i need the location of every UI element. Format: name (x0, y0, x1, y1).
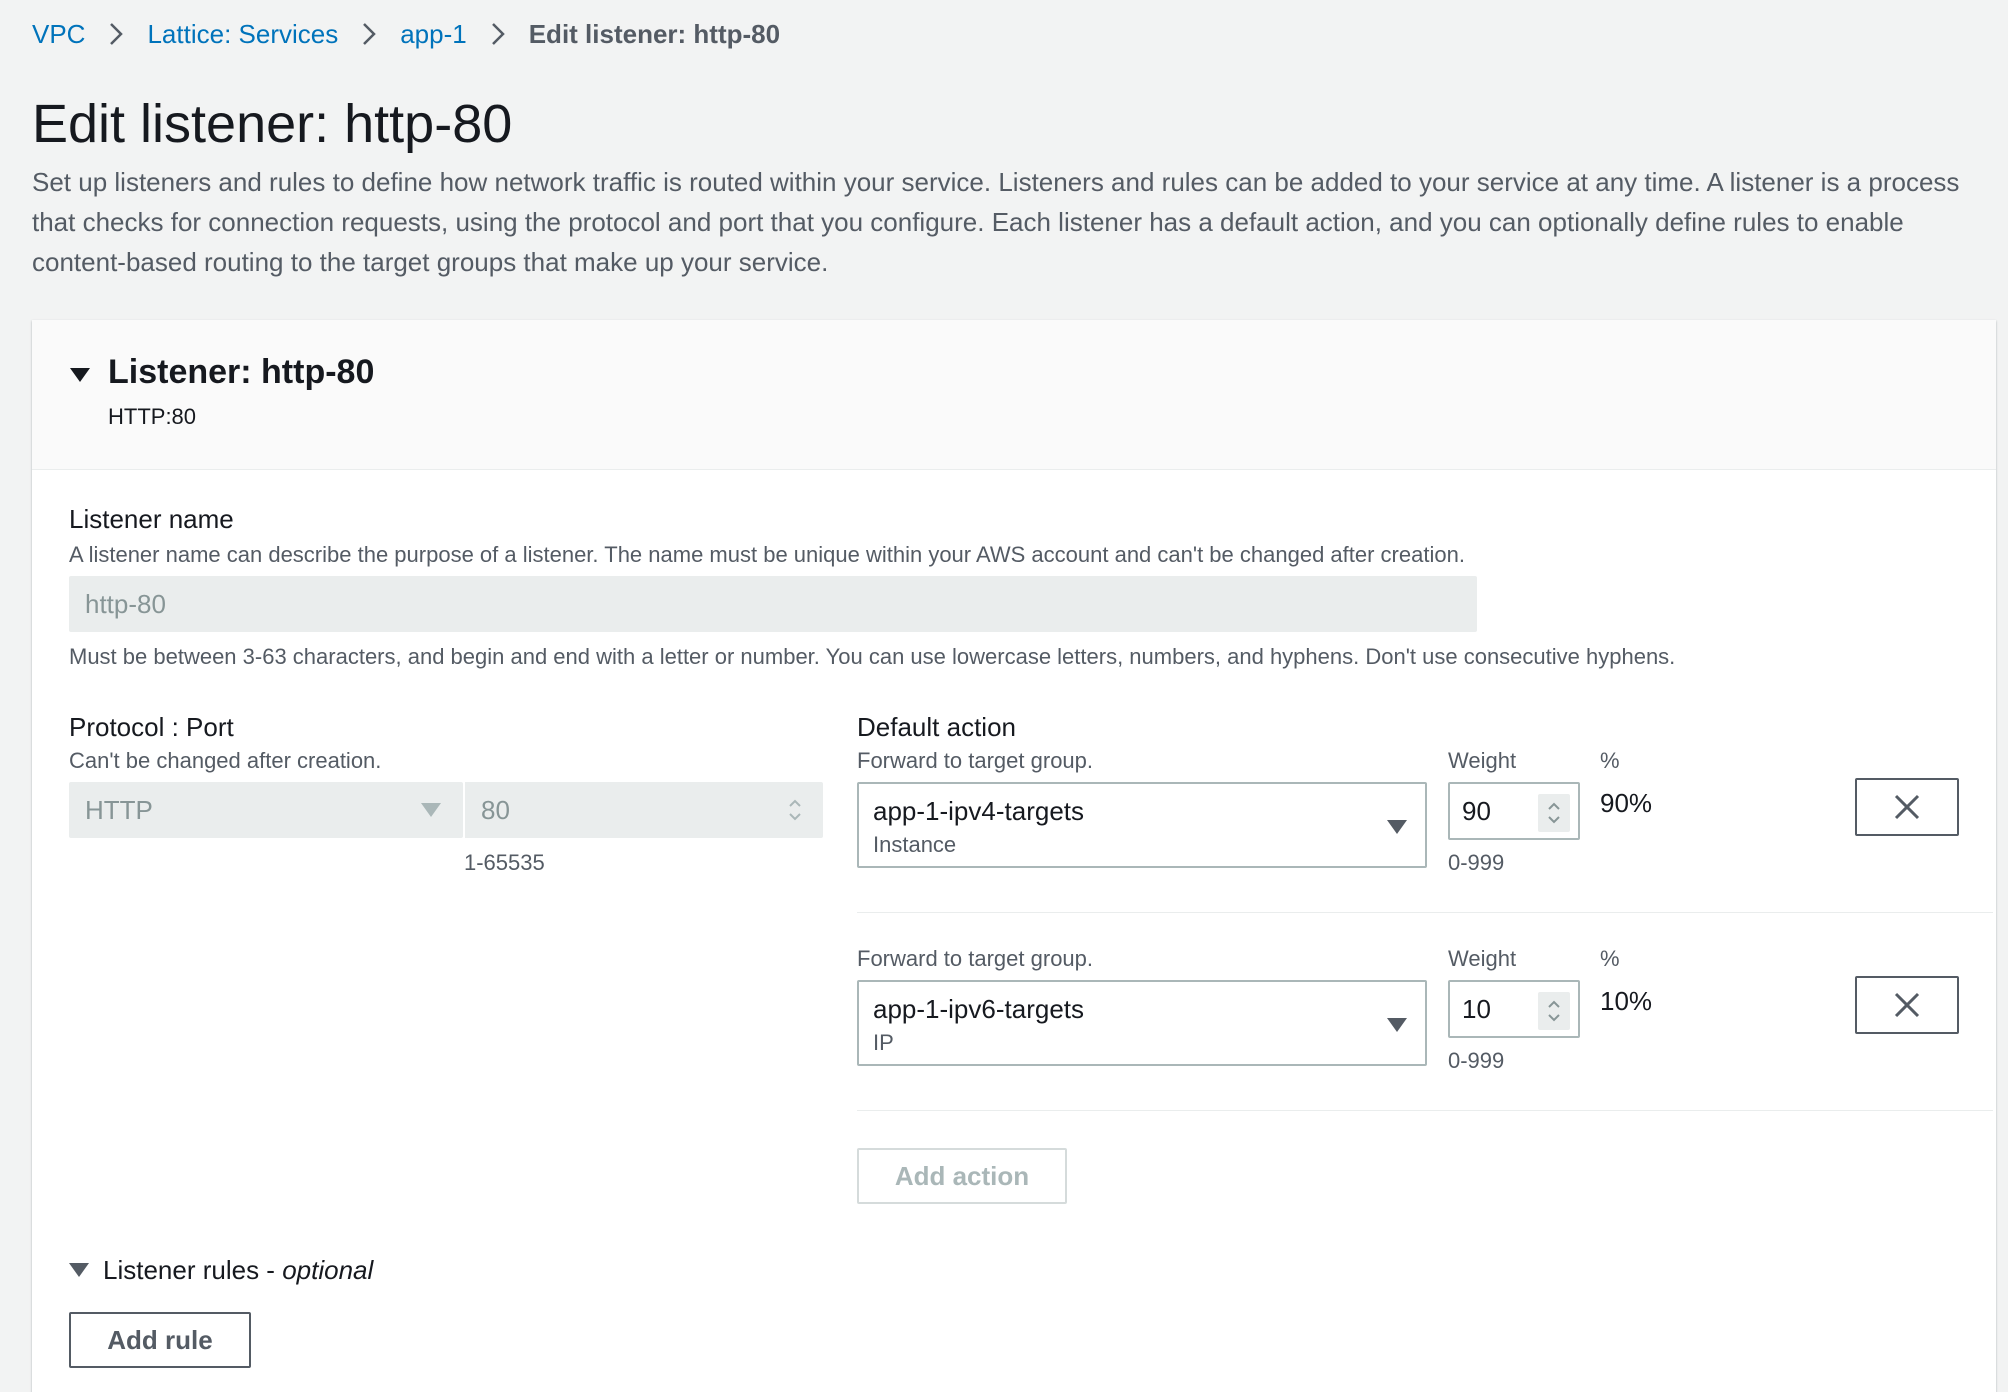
chevron-right-icon (85, 21, 147, 47)
port-input (463, 782, 823, 838)
port-value: 80 (481, 794, 510, 825)
page-title: Edit listener: http-80 (32, 94, 513, 154)
spinner-icon[interactable] (1538, 992, 1570, 1030)
listener-name-constraint: Must be between 3-63 characters, and begin and end with a letter or number. You can use lowercase letters, numbers, and hyphens. Don't use consecutive hyphens. (69, 644, 1676, 669)
spinner-icon (787, 796, 803, 831)
listener-rules-toggle[interactable] (69, 1252, 373, 1288)
add-action-button[interactable]: Add action (857, 1148, 1067, 1204)
default-action-label: Default action (857, 712, 1016, 742)
chevron-right-icon (338, 21, 400, 47)
page-description: Set up listeners and rules to define how network traffic is routed within your service. Listeners and rules can be added to your service at any time. A listener is a process that checks for connection requests, using the protocol and port that you configure. Each listener has a default action, and you can optionally define rules to enable content-based routing to the target groups that make up your service. (32, 167, 1960, 277)
port-constraint: 1-65535 (464, 850, 545, 875)
target-group-select[interactable] (857, 980, 1427, 1066)
protocol-select (69, 782, 463, 838)
breadcrumb-link-lattice-services[interactable]: Lattice: Services (147, 18, 339, 49)
target-group-name: app-1-ipv4-targets (873, 796, 1084, 826)
caret-down-icon (421, 803, 441, 817)
caret-down-icon[interactable] (70, 368, 90, 382)
listener-panel-header[interactable] (32, 320, 1996, 470)
listener-name-description: A listener name can describe the purpose of a listener. The name must be unique within your AWS account and can't be changed after creation. (69, 542, 1465, 567)
weight-constraint: 0-999 (1448, 850, 1505, 875)
protocol-port-label: Protocol : Port (69, 712, 234, 742)
listener-panel-title: Listener: http-80 (108, 353, 375, 391)
target-group-type: Instance (873, 832, 957, 857)
target-group-name: app-1-ipv6-targets (873, 994, 1084, 1024)
weight-percent: 10% (1600, 986, 1653, 1016)
caret-down-icon (1387, 820, 1407, 834)
listener-name-input: http-80 (69, 576, 1477, 632)
percent-label: % (1600, 748, 1620, 773)
weight-input[interactable] (1448, 782, 1580, 840)
caret-down-icon (69, 1263, 89, 1277)
chevron-right-icon (467, 21, 529, 47)
breadcrumb-link-vpc[interactable]: VPC (32, 18, 86, 49)
listener-panel (32, 320, 1996, 1392)
listener-rules-optional: optional (282, 1254, 374, 1285)
listener-panel-subtitle: HTTP:80 (108, 404, 197, 429)
add-rule-button[interactable]: Add rule (69, 1312, 251, 1368)
protocol-port-hint: Can't be changed after creation. (69, 748, 382, 773)
weight-percent: 90% (1600, 788, 1653, 818)
weight-label: Weight (1448, 748, 1517, 773)
weight-value: 10 (1462, 993, 1491, 1024)
forward-target-group-label: Forward to target group. (857, 946, 1094, 971)
action-divider (857, 912, 1993, 913)
breadcrumb-link-app-1[interactable]: app-1 (400, 18, 467, 49)
weight-constraint: 0-999 (1448, 1048, 1505, 1073)
breadcrumb (32, 16, 780, 52)
remove-action-button[interactable] (1855, 976, 1959, 1034)
target-group-type: IP (873, 1030, 894, 1055)
percent-label: % (1600, 946, 1620, 971)
spinner-icon[interactable] (1538, 794, 1570, 832)
close-icon (1893, 991, 1921, 1019)
listener-rules-label: Listener rules - (103, 1254, 283, 1285)
weight-value: 90 (1462, 795, 1491, 826)
weight-input[interactable] (1448, 980, 1580, 1038)
listener-name-label: Listener name (69, 504, 234, 534)
action-divider (857, 1110, 1993, 1111)
protocol-value: HTTP (85, 794, 153, 825)
target-group-select[interactable] (857, 782, 1427, 868)
remove-action-button[interactable] (1855, 778, 1959, 836)
close-icon (1893, 793, 1921, 821)
caret-down-icon (1387, 1018, 1407, 1032)
weight-label: Weight (1448, 946, 1517, 971)
forward-target-group-label: Forward to target group. (857, 748, 1094, 773)
breadcrumb-current: Edit listener: http-80 (528, 18, 781, 49)
